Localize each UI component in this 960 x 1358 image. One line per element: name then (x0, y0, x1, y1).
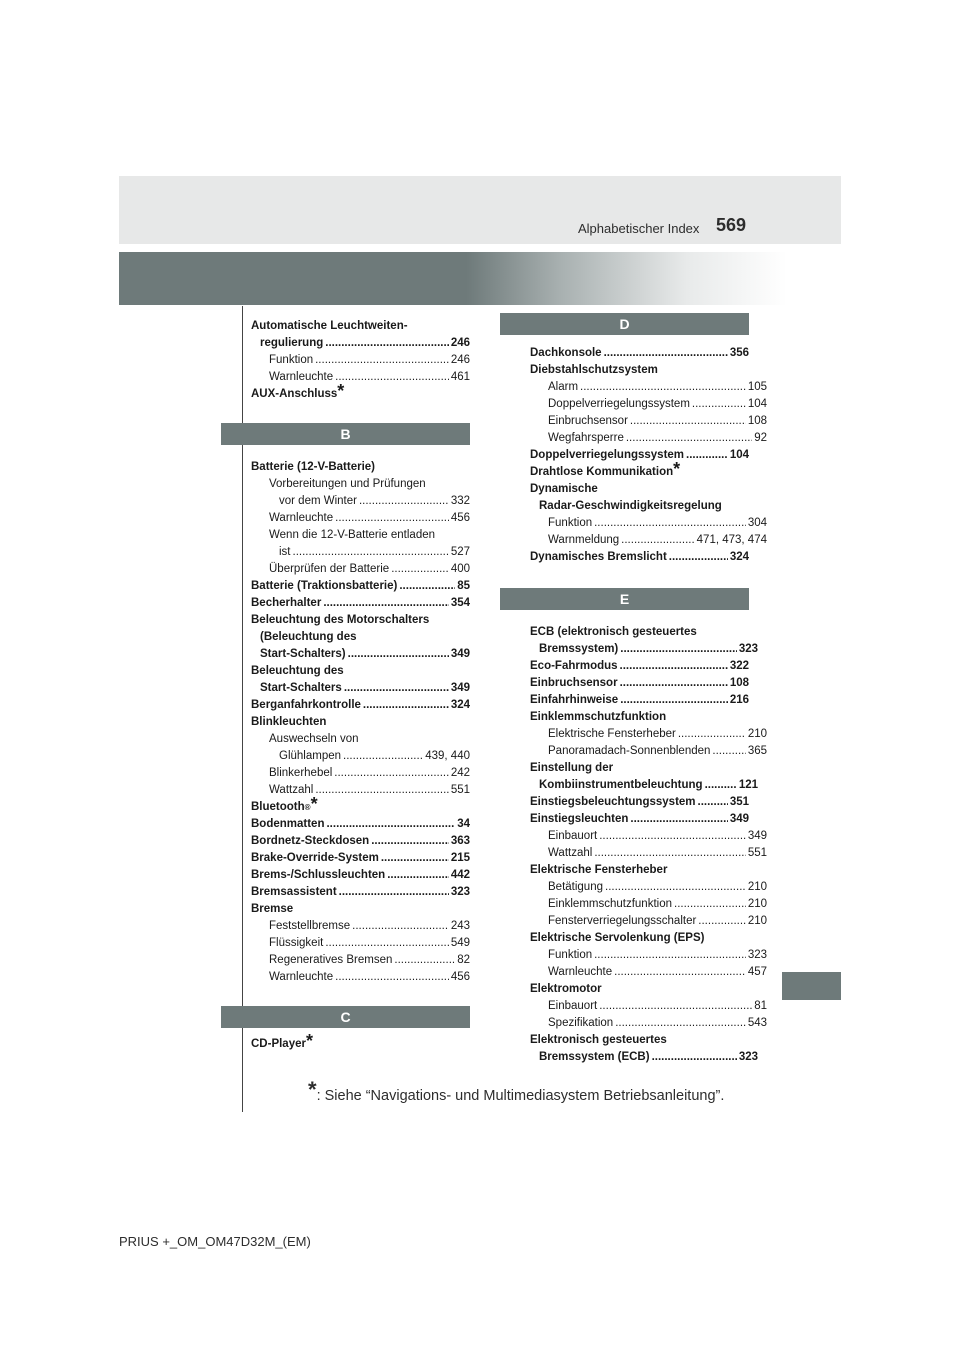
page-reference[interactable]: 456 (450, 512, 470, 524)
footnote (308, 1077, 725, 1104)
index-term: Elektronisch gesteuertes (530, 1034, 667, 1046)
index-entry (251, 833, 470, 850)
index-entry (530, 362, 749, 379)
index-entry (530, 998, 767, 1015)
index-entry (530, 879, 767, 896)
index-entry: Drahtlose Kommunikation * (530, 459, 681, 479)
index-term: Blinkleuchten (251, 716, 327, 728)
index-term: ist (279, 546, 291, 558)
index-term: vor dem Winter (279, 495, 357, 507)
page-reference[interactable]: 210 (747, 915, 767, 927)
index-entry: AUX-Anschluss * (251, 381, 345, 401)
index-group-b (251, 459, 470, 986)
index-term: Dynamisches Bremslicht (530, 551, 667, 563)
index-term: Start-Schalters (260, 682, 342, 694)
index-term: Glühlampen (279, 750, 342, 762)
dot-leader (669, 549, 728, 566)
index-entry (251, 646, 470, 663)
index-entry (251, 527, 470, 544)
dot-leader (692, 396, 746, 413)
dot-leader (363, 697, 449, 714)
page-reference[interactable]: 351 (729, 796, 749, 808)
index-entry (251, 867, 470, 884)
page-reference[interactable]: 210 (747, 728, 767, 740)
index-entry (251, 352, 470, 369)
index-group-a (251, 318, 470, 403)
dot-leader (335, 510, 449, 527)
page-reference[interactable]: 461 (450, 371, 470, 383)
index-entry (530, 641, 758, 658)
page-reference[interactable]: 121 (738, 779, 758, 791)
chapter-banner (119, 252, 787, 305)
index-term: Überprüfen der Batterie (269, 563, 390, 575)
index-term: Wegfahrsperre (548, 432, 624, 444)
index-entry (251, 595, 470, 612)
dot-leader (371, 833, 449, 850)
dot-leader (391, 561, 449, 578)
page-reference[interactable]: 365 (747, 745, 767, 757)
page-reference[interactable]: 549 (450, 937, 470, 949)
index-column-right (530, 313, 767, 1066)
index-term: Start-Schalters) (260, 648, 346, 660)
index-term: Einbauort (548, 1000, 598, 1012)
page-reference[interactable]: 34 (457, 818, 470, 830)
page-reference[interactable]: 243 (450, 920, 470, 932)
page-reference[interactable]: 216 (729, 694, 749, 706)
dot-leader (399, 578, 455, 595)
index-term: Einklemmschutzfunktion (530, 711, 667, 723)
index-entry (530, 930, 749, 947)
page-reference[interactable]: 323 (738, 643, 758, 655)
dot-leader (605, 879, 746, 896)
dot-leader (315, 782, 449, 799)
index-entry (530, 430, 767, 447)
index-term: Wenn die 12-V-Batterie entladen (269, 529, 436, 541)
page-reference[interactable]: 527 (450, 546, 470, 558)
page-reference[interactable]: 323 (450, 886, 470, 898)
chapter-side-tab[interactable] (782, 972, 841, 1000)
index-term: Beleuchtung des Motorschalters (251, 614, 430, 626)
index-term: Becherhalter (251, 597, 322, 609)
index-entry (530, 549, 749, 566)
dot-leader (387, 867, 449, 884)
page-reference[interactable]: 543 (747, 1017, 767, 1029)
dot-leader (344, 680, 449, 697)
index-entry (530, 828, 767, 845)
index-entry (530, 726, 767, 743)
index-term: Bluetooth (251, 801, 305, 813)
page-reference[interactable]: 242 (450, 767, 470, 779)
index-term: Blinkerhebel (269, 767, 333, 779)
index-entry (530, 675, 749, 692)
index-term: Einfahrhinweise (530, 694, 619, 706)
index-term: Bodenmatten (251, 818, 325, 830)
index-term: Bremse (251, 903, 294, 915)
index-entry (251, 459, 470, 476)
index-term: (Beleuchtung des (260, 631, 357, 643)
page-reference[interactable]: 332 (450, 495, 470, 507)
index-term: Auswechseln von (269, 733, 359, 745)
page-reference[interactable]: 442 (450, 869, 470, 881)
index-term: Kombiinstrumentbeleuchtung (539, 779, 703, 791)
page-reference[interactable]: 105 (747, 381, 767, 393)
page-reference[interactable]: 354 (450, 597, 470, 609)
index-entry (251, 578, 470, 595)
index-entry (530, 811, 749, 828)
index-term: Automatische Leuchtweiten- (251, 320, 408, 332)
page-reference[interactable]: 324 (450, 699, 470, 711)
index-term: Bremssystem) (539, 643, 619, 655)
page-reference[interactable]: 210 (747, 898, 767, 910)
dot-leader (712, 743, 745, 760)
index-term: Dynamische (530, 483, 598, 495)
index-term: Warnleuchte (548, 966, 613, 978)
index-entry (251, 952, 470, 969)
index-term: Doppelverriegelungssystem (548, 398, 690, 410)
footnote-star: * (308, 1077, 317, 1102)
index-term: Fensterverriegelungsschalter (548, 915, 697, 927)
index-term: Bordnetz-Steckdosen (251, 835, 370, 847)
index-term: Funktion (269, 354, 314, 366)
index-entry (530, 413, 767, 430)
page-reference[interactable]: 210 (747, 881, 767, 893)
index-term: Einbauort (548, 830, 598, 842)
page-reference[interactable]: 246 (450, 354, 470, 366)
index-term: Einstiegsbeleuchtungssystem (530, 796, 696, 808)
page-reference[interactable]: 551 (747, 847, 767, 859)
index-term: Doppelverriegelungssystem (530, 449, 685, 461)
index-entry: Bluetooth ® * (251, 794, 318, 814)
dot-leader (604, 345, 728, 362)
index-term: Dachkonsole (530, 347, 602, 359)
page-reference[interactable]: 304 (747, 517, 767, 529)
dot-leader (615, 1015, 746, 1032)
index-term: Wattzahl (548, 847, 593, 859)
index-group-d (530, 345, 767, 566)
dot-leader (594, 845, 746, 862)
index-entry (530, 345, 749, 362)
index-term: Batterie (12-V-Batterie) (251, 461, 375, 473)
index-entry (251, 663, 470, 680)
index-entry (251, 561, 470, 578)
index-entry (530, 981, 749, 998)
index-term: Wattzahl (269, 784, 314, 796)
index-entry (530, 896, 767, 913)
registered-mark: ® (304, 803, 311, 812)
dot-leader (339, 884, 449, 901)
dot-leader (705, 777, 737, 794)
index-term: Bremsassistent (251, 886, 337, 898)
letter-heading-b: B (221, 423, 470, 445)
page-reference[interactable]: 246 (450, 337, 470, 349)
dot-leader (381, 850, 449, 867)
index-entry (251, 731, 470, 748)
dot-leader (686, 447, 728, 464)
dot-leader (614, 964, 746, 981)
index-entry (530, 481, 749, 498)
index-term: Elektrische Servolenkung (EPS) (530, 932, 705, 944)
index-entry (530, 709, 749, 726)
index-term: Elektrische Fensterheber (548, 728, 676, 740)
index-term: Flüssigkeit (269, 937, 324, 949)
index-entry (251, 765, 470, 782)
dot-leader (580, 379, 746, 396)
page-reference[interactable]: 439, 440 (425, 750, 470, 762)
letter-heading-c: C (221, 1006, 470, 1028)
dot-leader (394, 952, 455, 969)
dot-leader (359, 493, 449, 510)
index-term: Eco-Fahrmodus (530, 660, 618, 672)
page-reference[interactable]: 349 (729, 813, 749, 825)
page-reference[interactable]: 104 (747, 398, 767, 410)
document-id: PRIUS +_OM_OM47D32M_(EM) (119, 1234, 311, 1249)
page-reference[interactable]: 108 (729, 677, 749, 689)
index-term: Vorbereitungen und Prüfungen (269, 478, 426, 490)
index-entry (251, 918, 470, 935)
index-term: Regeneratives Bremsen (269, 954, 393, 966)
index-entry (530, 396, 767, 413)
dot-leader (348, 646, 449, 663)
index-entry (530, 447, 749, 464)
dot-leader (620, 641, 737, 658)
index-term: Spezifikation (548, 1017, 614, 1029)
index-term: CD-Player (251, 1038, 306, 1050)
dot-leader (652, 1049, 737, 1066)
index-entry (530, 964, 767, 981)
page-reference[interactable]: 349 (747, 830, 767, 842)
index-entry (251, 544, 470, 561)
page-reference[interactable]: 322 (729, 660, 749, 672)
index-entry (251, 680, 470, 697)
page-reference[interactable]: 457 (747, 966, 767, 978)
index-term: Funktion (548, 949, 593, 961)
index-term: Feststellbremse (269, 920, 351, 932)
index-entry (530, 913, 767, 930)
index-entry (530, 760, 749, 777)
dot-leader (315, 352, 449, 369)
index-entry (530, 862, 749, 879)
index-entry (251, 318, 470, 335)
dot-leader (335, 969, 449, 986)
dot-leader (594, 947, 746, 964)
index-entry (251, 335, 470, 352)
index-term: Elektrische Fensterheber (530, 864, 668, 876)
index-term: Warnleuchte (269, 971, 334, 983)
footnote-text: : Siehe “Navigations- und Multimediasystem Betriebsanleitung”. (316, 1088, 725, 1104)
dot-leader (698, 794, 728, 811)
page-reference[interactable]: 108 (747, 415, 767, 427)
index-term: Panoramadach-Sonnenblenden (548, 745, 711, 757)
index-term: Drahtlose Kommunikation (530, 466, 674, 478)
page-reference[interactable]: 85 (457, 580, 470, 592)
index-term: Brems-/Schlussleuchten (251, 869, 386, 881)
index-entry (530, 498, 758, 515)
dot-leader (678, 726, 746, 743)
index-term: regulierung (260, 337, 324, 349)
index-column-left (251, 318, 470, 1053)
index-term: Einstellung der (530, 762, 614, 774)
index-entry (251, 714, 470, 731)
index-term: Einklemmschutzfunktion (548, 898, 672, 910)
index-group-e (530, 624, 767, 1066)
page-reference[interactable]: 363 (450, 835, 470, 847)
index-entry (251, 884, 470, 901)
dot-leader (599, 998, 752, 1015)
section-title: Alphabetischer Index (578, 221, 700, 236)
index-term: Batterie (Traktionsbatterie) (251, 580, 398, 592)
index-term: Einbruchsensor (530, 677, 618, 689)
index-entry (530, 532, 767, 549)
dot-leader (352, 918, 449, 935)
index-entry (251, 816, 470, 833)
dot-leader (599, 828, 746, 845)
page-reference[interactable]: 104 (729, 449, 749, 461)
index-entry (530, 794, 749, 811)
page-reference[interactable]: 456 (450, 971, 470, 983)
page-number: 569 (716, 215, 747, 235)
page-reference[interactable]: 400 (450, 563, 470, 575)
index-term: Warnleuchte (269, 371, 334, 383)
dot-leader (626, 430, 752, 447)
index-entry (251, 493, 470, 510)
page-reference[interactable]: 471, 473, 474 (696, 534, 767, 546)
page-reference[interactable]: 82 (457, 954, 470, 966)
dot-leader (594, 515, 746, 532)
index-entry (251, 476, 470, 493)
index-entry (251, 969, 470, 986)
dot-leader (630, 811, 727, 828)
index-entry (251, 748, 470, 765)
index-entry (251, 369, 470, 386)
index-term: Bremssystem (ECB) (539, 1051, 650, 1063)
page-reference[interactable]: 356 (729, 347, 749, 359)
page-reference[interactable]: 81 (754, 1000, 767, 1012)
index-term: Betätigung (548, 881, 603, 893)
index-entry (530, 624, 749, 641)
page-reference[interactable]: 92 (754, 432, 767, 444)
dot-leader (326, 816, 455, 833)
letter-heading-d: D (500, 313, 749, 335)
dot-leader (674, 896, 746, 913)
index-entry (530, 947, 767, 964)
index-term: Berganfahrkontrolle (251, 699, 361, 711)
dot-leader (698, 913, 746, 930)
index-term: Warnmeldung (548, 534, 620, 546)
page-reference[interactable]: 323 (738, 1051, 758, 1063)
page-reference[interactable]: 349 (450, 648, 470, 660)
index-term: Alarm (548, 381, 579, 393)
index-entry (530, 379, 767, 396)
dot-leader (325, 335, 449, 352)
dot-leader (621, 532, 694, 549)
index-entry (530, 777, 758, 794)
page-reference[interactable]: 551 (450, 784, 470, 796)
index-term: Warnleuchte (269, 512, 334, 524)
index-term: ECB (elektronisch gesteuertes (530, 626, 697, 638)
index-entry (251, 782, 470, 799)
index-group-c (251, 1031, 470, 1053)
dot-leader (620, 692, 728, 709)
page-reference[interactable]: 323 (747, 949, 767, 961)
index-entry (530, 1015, 767, 1032)
index-entry (530, 845, 767, 862)
dot-leader (335, 369, 449, 386)
index-entry (530, 658, 749, 675)
index-term: Beleuchtung des (251, 665, 344, 677)
index-entry (251, 697, 470, 714)
index-term: Funktion (548, 517, 593, 529)
index-entry (251, 510, 470, 527)
dot-leader (323, 595, 449, 612)
index-term: Elektromotor (530, 983, 602, 995)
index-term: AUX-Anschluss (251, 388, 338, 400)
letter-heading-e: E (500, 588, 749, 610)
index-term: Radar-Geschwindigkeitsregelung (539, 500, 722, 512)
index-entry: CD-Player * (251, 1031, 313, 1051)
dot-leader (630, 413, 746, 430)
dot-leader (620, 675, 728, 692)
index-term: Brake-Override-System (251, 852, 379, 864)
index-term: Einstiegsleuchten (530, 813, 629, 825)
dot-leader (343, 748, 423, 765)
page-reference[interactable]: 215 (450, 852, 470, 864)
dot-leader (620, 658, 728, 675)
page-reference[interactable]: 324 (729, 551, 749, 563)
index-term: Einbruchsensor (548, 415, 628, 427)
index-term: Diebstahlschutzsystem (530, 364, 658, 376)
index-entry (530, 1032, 749, 1049)
index-entry (530, 692, 749, 709)
index-entry (530, 1049, 758, 1066)
dot-leader (334, 765, 449, 782)
index-entry (251, 935, 470, 952)
index-entry (530, 515, 767, 532)
dot-leader (325, 935, 448, 952)
index-entry (530, 743, 767, 760)
index-entry (251, 629, 470, 646)
index-entry (251, 850, 470, 867)
index-entry (251, 612, 470, 629)
dot-leader (293, 544, 449, 561)
page-reference[interactable]: 349 (450, 682, 470, 694)
index-entry (251, 901, 470, 918)
